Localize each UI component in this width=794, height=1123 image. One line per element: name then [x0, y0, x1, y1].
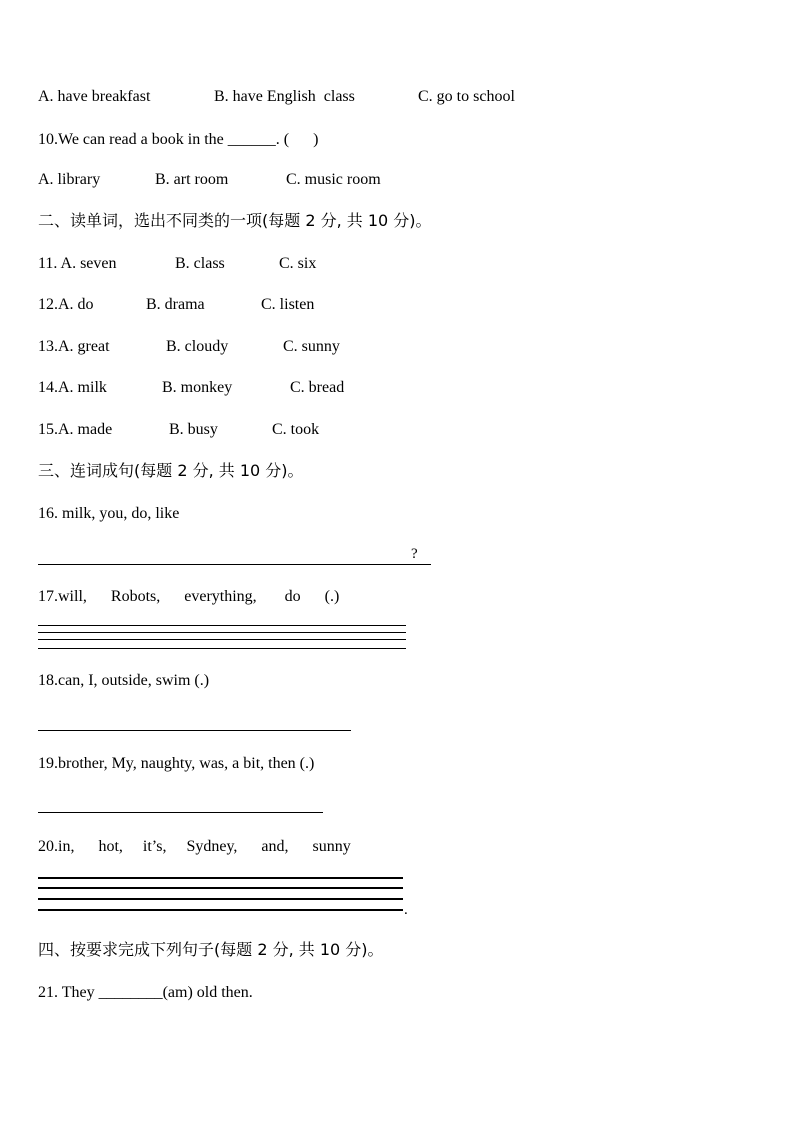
q19-answer-line: [38, 812, 323, 813]
q14-option-c: C. bread: [290, 379, 345, 396]
q9-option-a: A. have breakfast: [38, 88, 151, 105]
q20-answer-line-4: [38, 909, 403, 911]
q21-question: 21. They ________(am) old then.: [38, 984, 253, 1001]
q16-words: 16. milk, you, do, like: [38, 505, 180, 522]
q19-words: 19.brother, My, naughty, was, a bit, then (.): [38, 755, 315, 772]
q20-words: 20.in, hot, it’s, Sydney, and, sunny: [38, 838, 351, 855]
q13-option-b: B. cloudy: [166, 338, 229, 355]
q17-answer-line-2: [38, 632, 406, 633]
section2-heading: 二、读单词，选出不同类的一项(每题 2 分, 共 10 分)。: [38, 211, 432, 230]
q10-option-c: C. music room: [286, 171, 381, 188]
q10-option-a: A. library: [38, 171, 101, 188]
q17-answer-line-1: [38, 625, 406, 626]
q15-option-a: 15.A. made: [38, 421, 113, 438]
q10-option-b: B. art room: [155, 171, 229, 188]
q9-option-c: C. go to school: [418, 88, 515, 105]
q16-answer-line: [38, 564, 431, 565]
q14-option-a: 14.A. milk: [38, 379, 107, 396]
q16-question-mark: ?: [411, 546, 418, 562]
q12-option-a: 12.A. do: [38, 296, 94, 313]
q20-answer-line-3: [38, 898, 403, 900]
q18-answer-line: [38, 730, 351, 731]
q12-option-c: C. listen: [261, 296, 315, 313]
q11-option-b: B. class: [175, 255, 225, 272]
q15-option-b: B. busy: [169, 421, 218, 438]
q11-option-a: 11. A. seven: [38, 255, 117, 272]
q17-answer-line-4: [38, 648, 406, 649]
section4-heading: 四、按要求完成下列句子(每题 2 分, 共 10 分)。: [38, 940, 384, 959]
q13-option-a: 13.A. great: [38, 338, 110, 355]
q14-option-b: B. monkey: [162, 379, 233, 396]
q13-option-c: C. sunny: [283, 338, 340, 355]
section3-heading: 三、连词成句(每题 2 分, 共 10 分)。: [38, 461, 304, 480]
q20-answer-line-2: [38, 887, 403, 889]
q15-option-c: C. took: [272, 421, 320, 438]
q18-words: 18.can, I, outside, swim (.): [38, 672, 210, 689]
q17-answer-line-3: [38, 639, 406, 640]
q9-option-b: B. have English class: [214, 88, 355, 105]
q17-words: 17.will, Robots, everything, do (.): [38, 588, 340, 605]
q20-answer-line-1: [38, 877, 403, 879]
q20-period: .: [404, 902, 408, 918]
q11-option-c: C. six: [279, 255, 317, 272]
q10-question: 10.We can read a book in the ______. ( ): [38, 131, 319, 148]
q12-option-b: B. drama: [146, 296, 205, 313]
